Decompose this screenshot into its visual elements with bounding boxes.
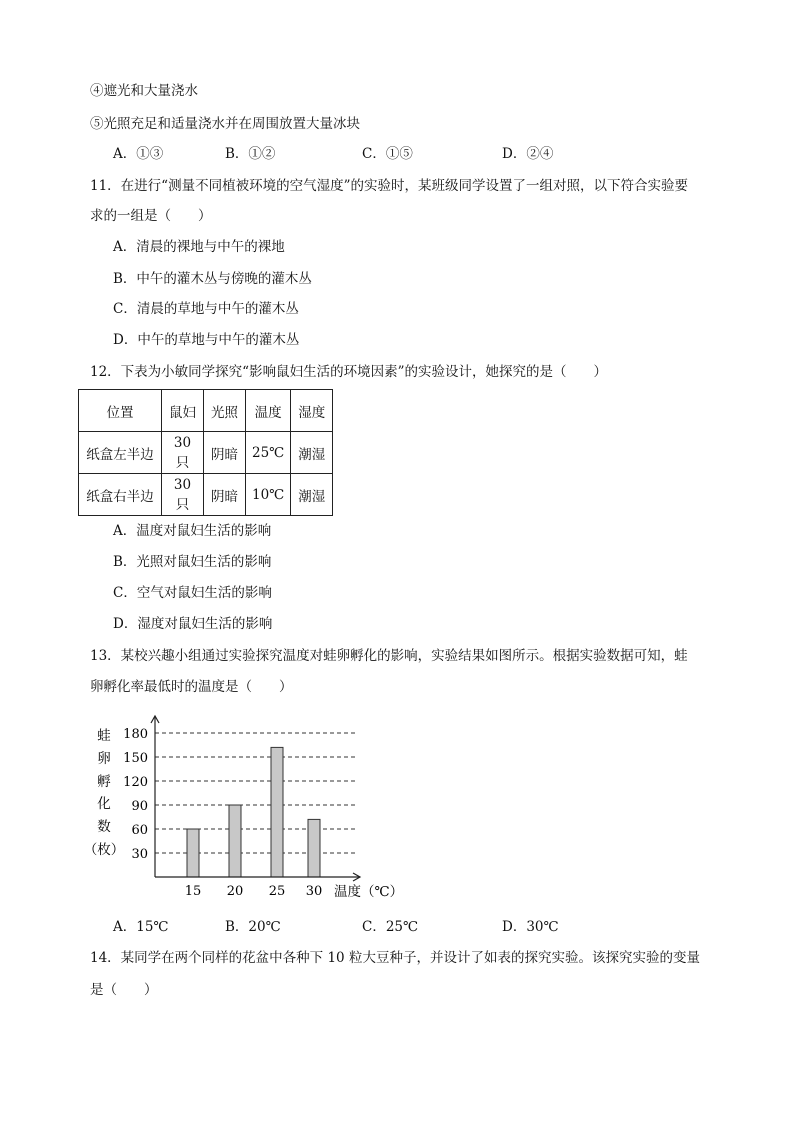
q12-option-c: C．空气对鼠妇生活的影响: [113, 585, 272, 601]
tick-labels: [123, 727, 322, 899]
q12-option-b: B．光照对鼠妇生活的影响: [113, 554, 272, 570]
table-cell: 纸盒右半边: [79, 474, 162, 516]
q12-option-d: D．湿度对鼠妇生活的影响: [113, 616, 273, 632]
x-tick-label: 15: [184, 884, 202, 899]
bars: [187, 747, 320, 877]
q11-option-d: D．中午的草地与中午的灌木丛: [113, 332, 300, 348]
y-tick-label: 150: [123, 751, 148, 766]
table-header-cell: 鼠妇: [162, 390, 204, 432]
q13-option-b: B．20℃: [225, 919, 281, 935]
q12-experiment-table: [78, 389, 333, 516]
q11-option-c: C．清晨的草地与中午的灌木丛: [113, 301, 299, 317]
table-cell: 阴暗: [204, 432, 246, 474]
bar: [229, 805, 241, 877]
q13-stem-line2: 卵孵化率最低时的温度是（ ）: [90, 679, 293, 695]
q10-item5: ⑤光照充足和适量浇水并在周围放置大量冰块: [90, 116, 360, 132]
y-tick-label: 30: [131, 847, 148, 862]
x-tick-label: 25: [268, 884, 286, 899]
y-axis-label: [84, 727, 125, 858]
table-cell: 潮湿: [291, 432, 333, 474]
q14-stem-line2: 是（ ）: [90, 982, 158, 998]
q14-stem-line1: 14．某同学在两个同样的花盆中各种下 10 粒大豆种子，并设计了如表的探究实验。该探究实验的变量: [90, 950, 700, 966]
x-axis-arrow: [353, 873, 360, 881]
table-header-row: [79, 390, 333, 432]
q11-option-a: A．清晨的裸地与中午的裸地: [113, 239, 285, 255]
q13-option-c: C．25℃: [362, 919, 419, 935]
x-axis-label: 温度（℃）: [334, 884, 404, 900]
x-tick-label: 20: [226, 884, 244, 899]
table-header-cell: 湿度: [291, 390, 333, 432]
y-axis-label-char: （枚）: [83, 842, 125, 858]
bar: [187, 829, 199, 877]
y-tick-label: 180: [123, 727, 148, 742]
table-row: [79, 474, 333, 516]
y-axis-label-char: 蛙: [97, 728, 111, 744]
table-header-cell: 位置: [79, 390, 162, 432]
y-tick-label: 120: [123, 775, 148, 790]
table-header-cell: 温度: [246, 390, 291, 432]
y-tick-label: 60: [131, 823, 148, 838]
q11-stem-line2: 求的一组是（ ）: [90, 208, 212, 224]
x-tick-label: 30: [305, 884, 323, 899]
q10-option-a: A．①③: [113, 146, 164, 162]
table-row: [79, 432, 333, 474]
q13-stem-line1: 13．某校兴趣小组通过实验探究温度对蛙卵孵化的影响，实验结果如图所示。根据实验数据可知，蛙: [90, 648, 688, 664]
table-cell: 潮湿: [291, 474, 333, 516]
table-cell: 阴暗: [204, 474, 246, 516]
y-axis-label-char: 孵: [97, 774, 111, 790]
y-axis-label-char: 数: [97, 819, 111, 835]
axes: [151, 716, 360, 881]
table-cell: 30 只: [162, 432, 204, 474]
table-cell: 纸盒左半边: [79, 432, 162, 474]
q10-item4: ④遮光和大量浇水: [90, 83, 198, 99]
q10-option-d: D．②④: [502, 146, 554, 162]
q11-option-b: B．中午的灌木丛与傍晚的灌木丛: [113, 271, 312, 287]
y-tick-label: 90: [131, 799, 148, 814]
y-axis-label-char: 化: [97, 796, 111, 812]
table-cell: 10℃: [246, 474, 291, 516]
q10-option-c: C．①⑤: [362, 146, 413, 162]
q12-stem: 12．下表为小敏同学探究“影响鼠妇生活的环境因素”的实验设计，她探究的是（ ）: [90, 364, 607, 380]
table-cell: 25℃: [246, 432, 291, 474]
q10-option-b: B．①②: [225, 146, 276, 162]
gridlines: [155, 733, 356, 853]
bar: [308, 819, 320, 877]
bar: [271, 747, 283, 877]
table-header-cell: 光照: [204, 390, 246, 432]
y-axis-label-char: 卵: [97, 751, 111, 767]
q11-stem-line1: 11．在进行“测量不同植被环境的空气湿度”的实验时，某班级同学设置了一组对照，以下符合实验要: [90, 178, 688, 194]
y-axis-arrow: [151, 716, 159, 723]
q13-option-d: D．30℃: [502, 919, 559, 935]
q13-option-a: A．15℃: [113, 919, 169, 935]
q12-option-a: A．温度对鼠妇生活的影响: [113, 523, 272, 539]
table-cell: 30 只: [162, 474, 204, 516]
